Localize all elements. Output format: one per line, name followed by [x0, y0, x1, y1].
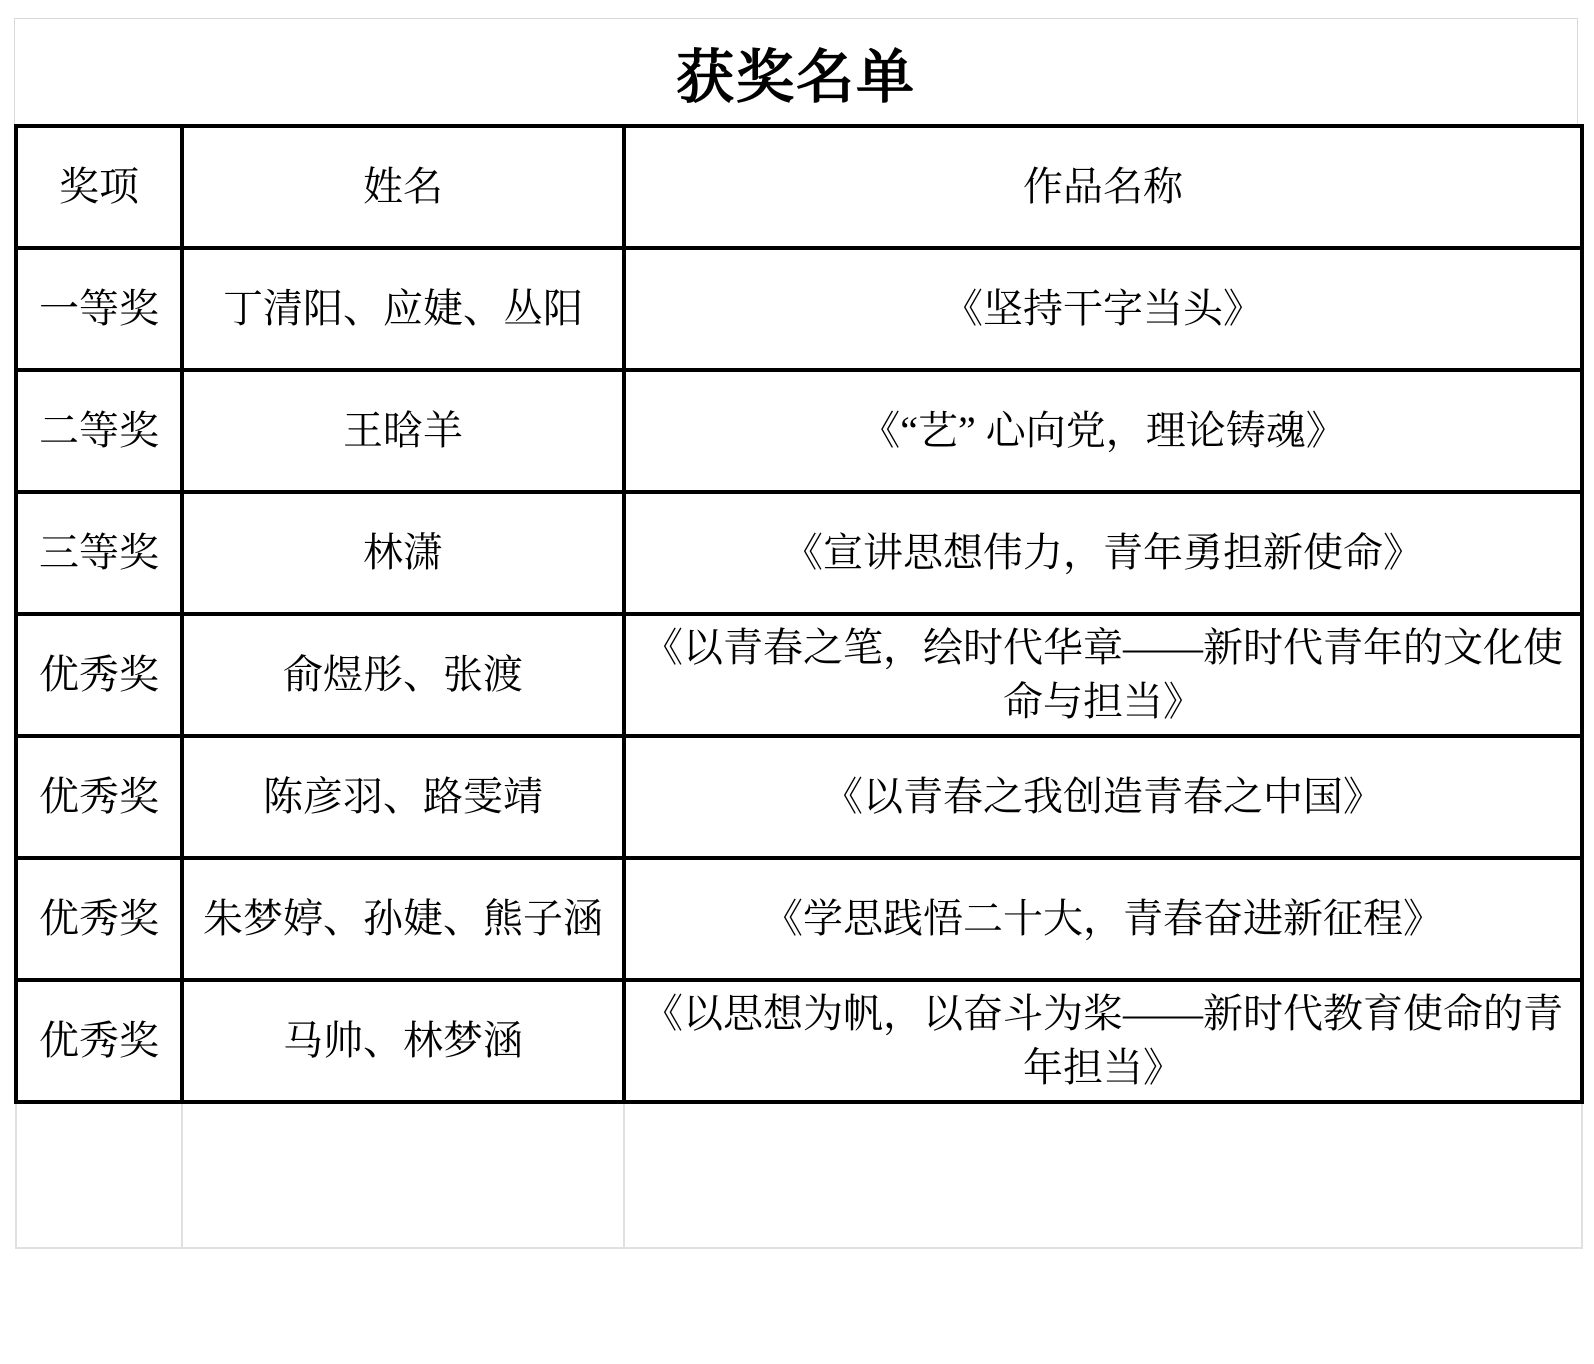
- work-cell: 《以思想为帆，以奋斗为桨——新时代教育使命的青年担当》: [624, 980, 1582, 1102]
- table-header-row: [16, 126, 1582, 248]
- names-cell: 丁清阳、应婕、丛阳: [182, 248, 624, 370]
- work-cell: 《以青春之笔，绘时代华章——新时代青年的文化使命与担当》: [624, 614, 1582, 736]
- names-cell: 马帅、林梦涵: [182, 980, 624, 1102]
- empty-cell: [182, 1102, 624, 1248]
- document-sheet: [0, 18, 1594, 1364]
- column-header-work: 作品名称: [624, 126, 1582, 248]
- empty-cell: [624, 1102, 1582, 1248]
- table-row: [16, 370, 1582, 492]
- work-cell: 《以青春之我创造青春之中国》: [624, 736, 1582, 858]
- names-cell: 俞煜彤、张渡: [182, 614, 624, 736]
- names-cell: 王晗羊: [182, 370, 624, 492]
- column-header-award: 奖项: [16, 126, 182, 248]
- awards-table: [14, 124, 1584, 1249]
- page-title: 获奖名单: [14, 18, 1578, 124]
- table-row: [16, 248, 1582, 370]
- column-header-name: 姓名: [182, 126, 624, 248]
- work-cell: 《学思践悟二十大，青春奋进新征程》: [624, 858, 1582, 980]
- empty-cell: [16, 1102, 182, 1248]
- names-cell: 朱梦婷、孙婕、熊子涵: [182, 858, 624, 980]
- award-cell: 优秀奖: [16, 736, 182, 858]
- award-cell: 优秀奖: [16, 980, 182, 1102]
- award-cell: 一等奖: [16, 248, 182, 370]
- award-cell: 二等奖: [16, 370, 182, 492]
- names-cell: 林潇: [182, 492, 624, 614]
- work-cell: 《宣讲思想伟力，青年勇担新使命》: [624, 492, 1582, 614]
- table-row: [16, 492, 1582, 614]
- award-cell: 三等奖: [16, 492, 182, 614]
- award-cell: 优秀奖: [16, 858, 182, 980]
- table-row: [16, 736, 1582, 858]
- work-cell: 《坚持干字当头》: [624, 248, 1582, 370]
- table-row: [16, 858, 1582, 980]
- table-row: [16, 980, 1582, 1102]
- work-cell: 《“艺” 心向党，理论铸魂》: [624, 370, 1582, 492]
- award-cell: 优秀奖: [16, 614, 182, 736]
- names-cell: 陈彦羽、路雯靖: [182, 736, 624, 858]
- table-row: [16, 614, 1582, 736]
- empty-row: [16, 1102, 1582, 1248]
